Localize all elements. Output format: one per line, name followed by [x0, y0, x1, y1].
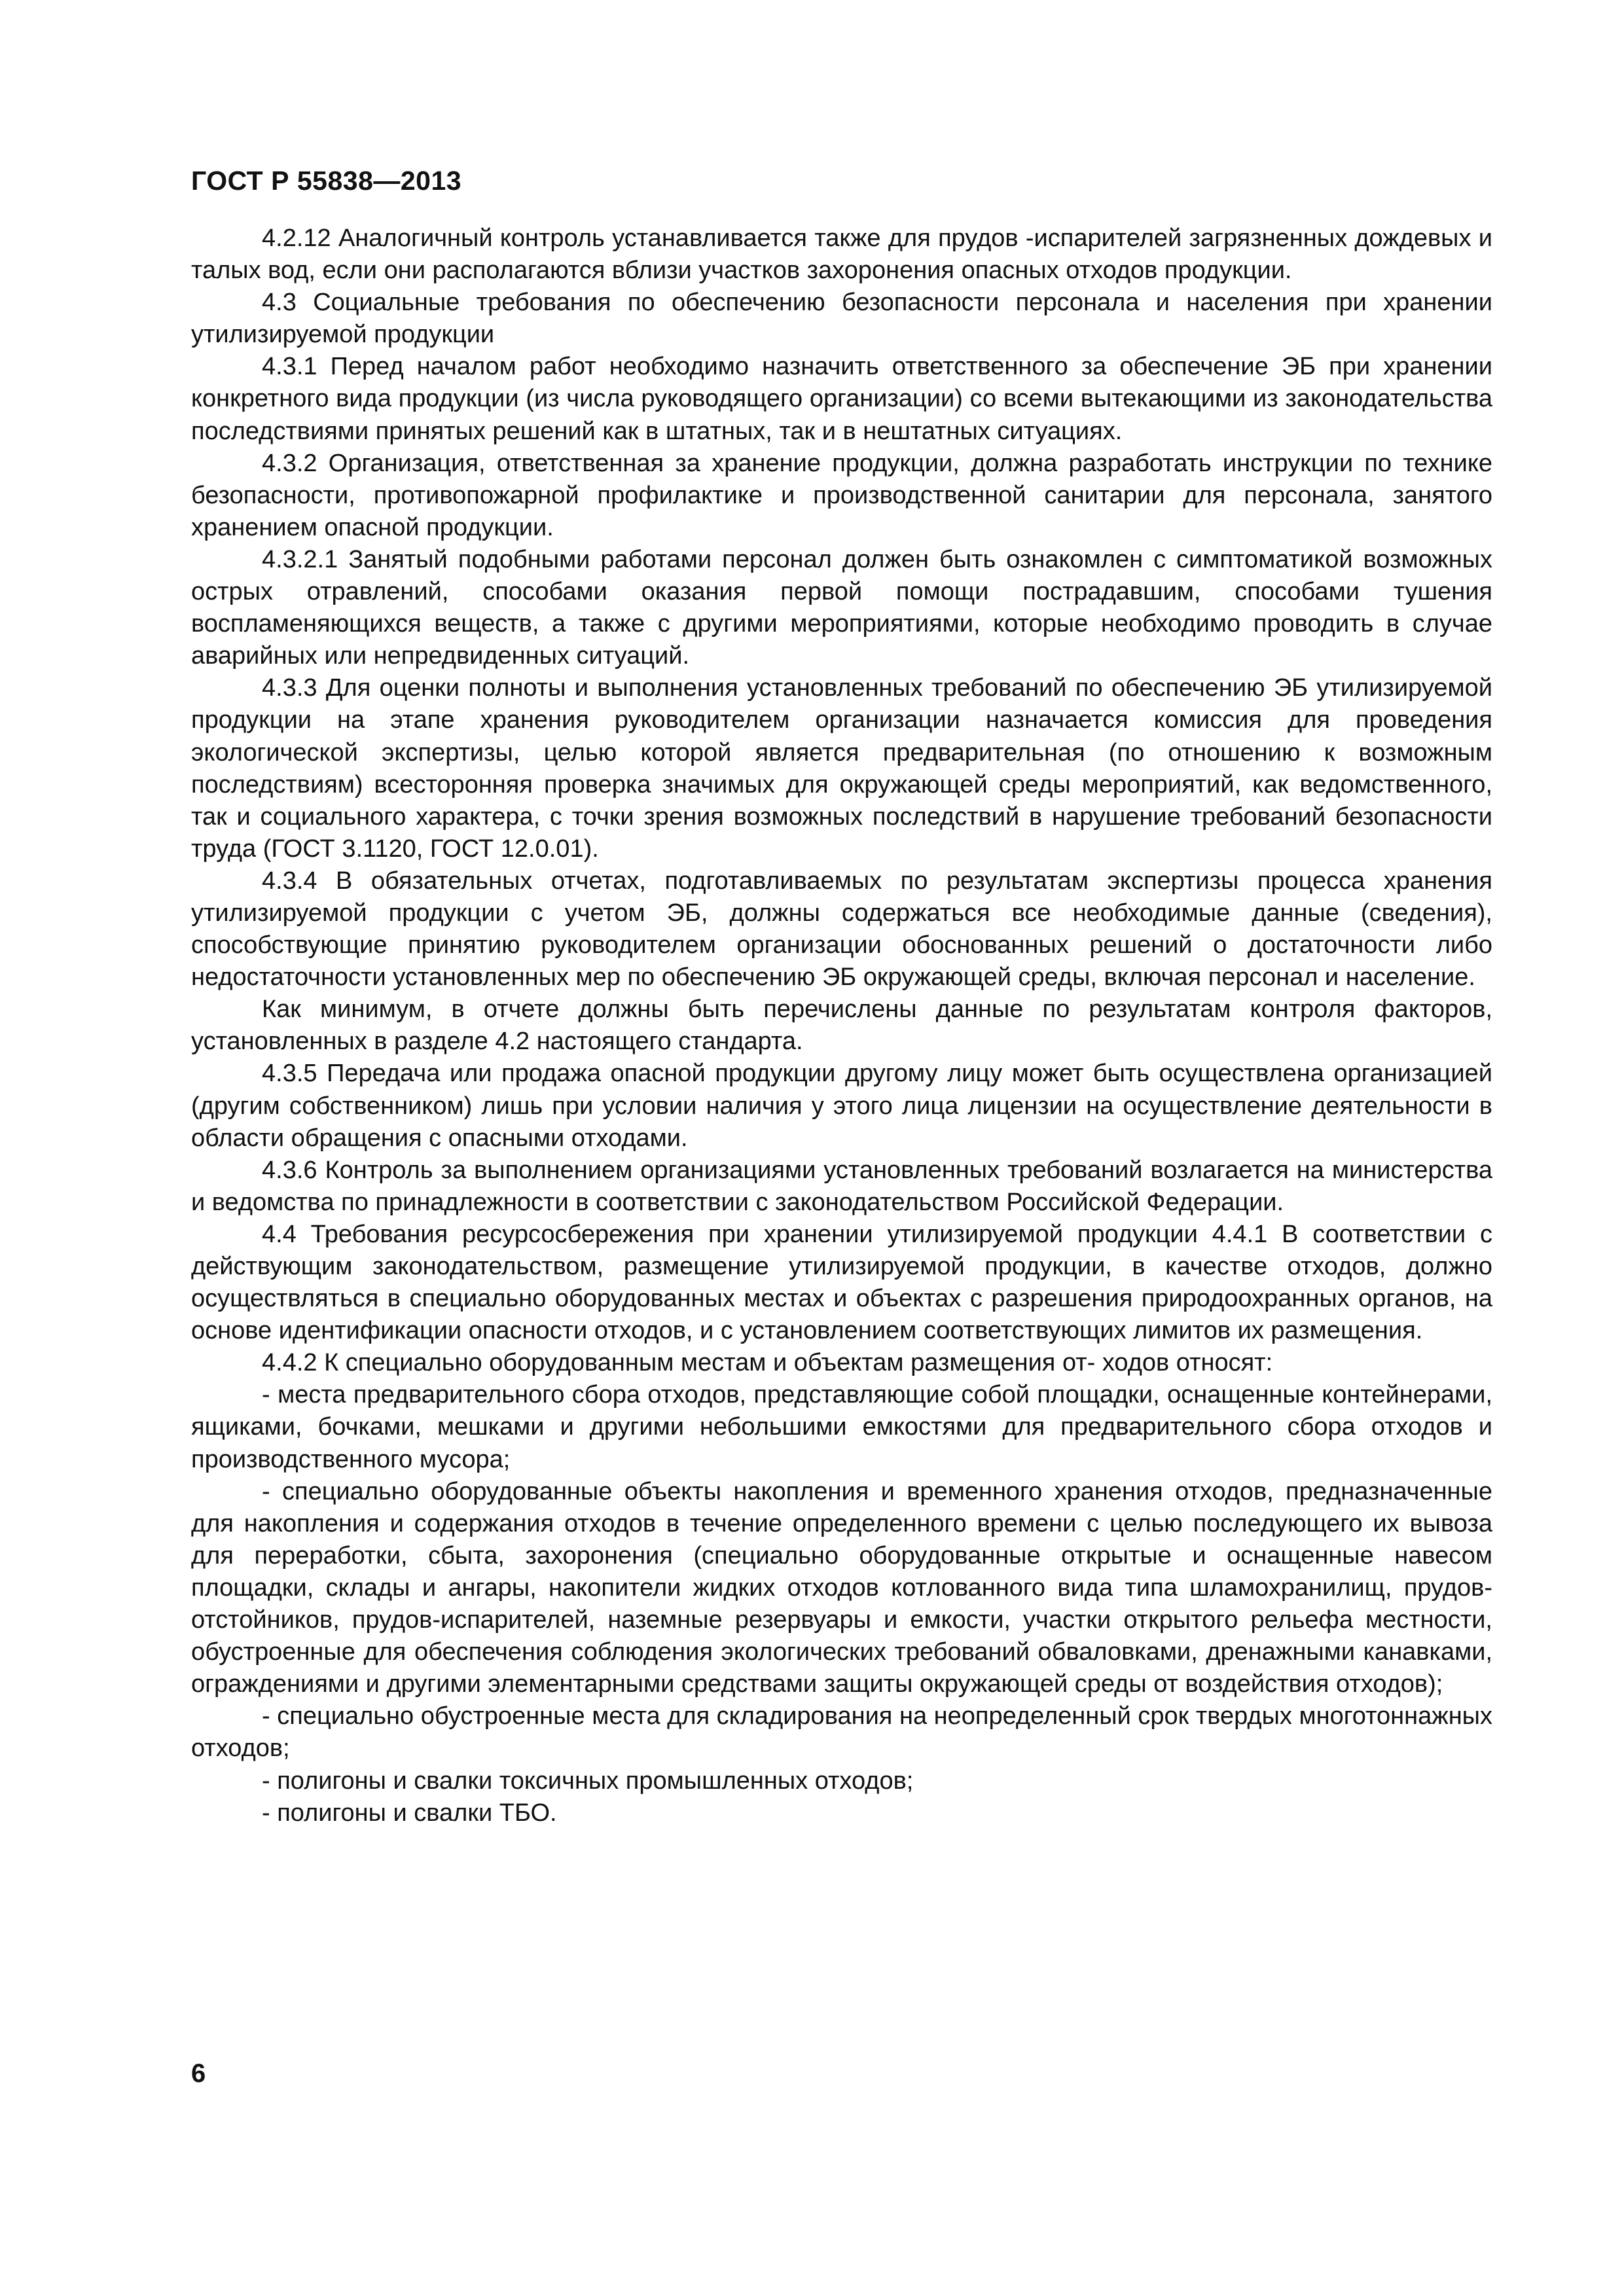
list-item: - полигоны и свалки токсичных промышленных отходов; [262, 1767, 914, 1795]
paragraph: 4.3.2 Организация, ответственная за хранение продукции, должна разработать инструкции по технике безопасности, противопожарной профилактике и производственной санитарии для персонала, занятого хранением опасной продукции. [191, 449, 1492, 541]
paragraph: 4.3.6 Контроль за выполнением организациями установленных требований возлагается на министерства и ведомства по принадлежности в соответствии с законодательством Российской Федерации. [191, 1156, 1492, 1216]
paragraph: 4.4.2 К специально оборудованным местам и объектам размещения от- ходов относят: [262, 1349, 1273, 1377]
paragraph: 4.3.1 Перед началом работ необходимо назначить ответственного за обеспечение ЭБ при хранении конкретного вида продукции (из числа руководящего организации) со всеми вытекающими из законодательства последствиями принятых решений как в штатных, так и в нештатных ситуациях. [191, 353, 1492, 445]
document-body [191, 223, 1492, 1829]
document-header: ГОСТ Р 55838—2013 [191, 166, 462, 196]
paragraph: Как минимум, в отчете должны быть перечислены данные по результатам контроля факторов, установленных в разделе 4.2 настоящего стандарта. [191, 996, 1492, 1056]
paragraph: 4.3.3 Для оценки полноты и выполнения установленных требований по обеспечению ЭБ утилизируемой продукции на этапе хранения руководителем организации назначается комиссия для проведения экологической экспертизы, целью которой является предварительная (по отношению к возможным последствиям) всесторонняя проверка значимых для окружающей среды мероприятий, как ведомственного, так и социального характера, с точки зрения возможных последствий в нарушение требований безопасности труда (ГОСТ 3.1120, ГОСТ 12.0.01). [191, 674, 1492, 863]
list-item: - полигоны и свалки ТБО. [262, 1799, 557, 1827]
list-item: - места предварительного сбора отходов, представляющие собой площадки, оснащенные контейнерами, ящиками, бочками, мешками и другими небольшими емкостями для предварительного сбора отходов и производственного мусора; [191, 1381, 1492, 1473]
list-item: - специально обустроенные места для складирования на неопределенный срок твердых многотоннажных отходов; [191, 1702, 1492, 1763]
paragraph: 4.4 Требования ресурсосбережения при хранении утилизируемой продукции 4.4.1 В соответствии с действующим законодательством, размещение утилизируемой продукции, в качестве отходов, должно осуществляться в специально оборудованных местах и объектах с разрешения природоохранных органов, на основе идентификации опасности отходов, и с установлением соответствующих лимитов их размещения. [191, 1220, 1492, 1345]
paragraph: 4.3.4 В обязательных отчетах, подготавливаемых по результатам экспертизы процесса хранения утилизируемой продукции с учетом ЭБ, должны содержаться все необходимые данные (сведения), способствующие принятию руководителем организации обоснованных решений о достаточности либо недостаточности установленных мер по обеспечению ЭБ окружающей среды, включая персонал и население. [191, 867, 1492, 992]
paragraph: 4.3.5 Передача или продажа опасной продукции другому лицу может быть осуществлена организацией (другим собственником) лишь при условии наличия у этого лица лицензии на осуществление деятельности в области обращения с опасными отходами. [191, 1060, 1492, 1152]
paragraph: 4.3.2.1 Занятый подобными работами персонал должен быть ознакомлен с симптоматикой возможных острых отравлений, способами оказания первой помощи пострадавшим, способами тушения воспламеняющихся веществ, а также с другими мероприятиями, которые необходимо проводить в случае аварийных или непредвиденных ситуаций. [191, 545, 1492, 670]
paragraph: 4.3 Социальные требования по обеспечению безопасности персонала и населения при хранении утилизируемой продукции [191, 289, 1492, 349]
list-item: - специально оборудованные объекты накопления и временного хранения отходов, предназначенные для накопления и содержания отходов в течение определенного времени с целью последующего их вывоза для переработки, сбыта, захоронения (специально оборудованные открытые и оснащенные навесом площадки, склады и ангары, накопители жидких отходов котлованного вида типа шламохранилищ, прудов-отстойников, прудов-испарителей, наземные резервуары и емкости, участки открытого рельефа местности, обустроенные для обеспечения соблюдения экологических требований обваловками, дренажными канавками, ограждениями и другими элементарными средствами защиты окружающей среды от воздействия отходов); [191, 1477, 1492, 1698]
paragraph: 4.2.12 Аналогичный контроль устанавливается также для прудов -испарителей загрязненных дождевых и талых вод, если они располагаются вблизи участков захоронения опасных отходов продукции. [191, 224, 1492, 285]
page-number: 6 [191, 2059, 206, 2088]
